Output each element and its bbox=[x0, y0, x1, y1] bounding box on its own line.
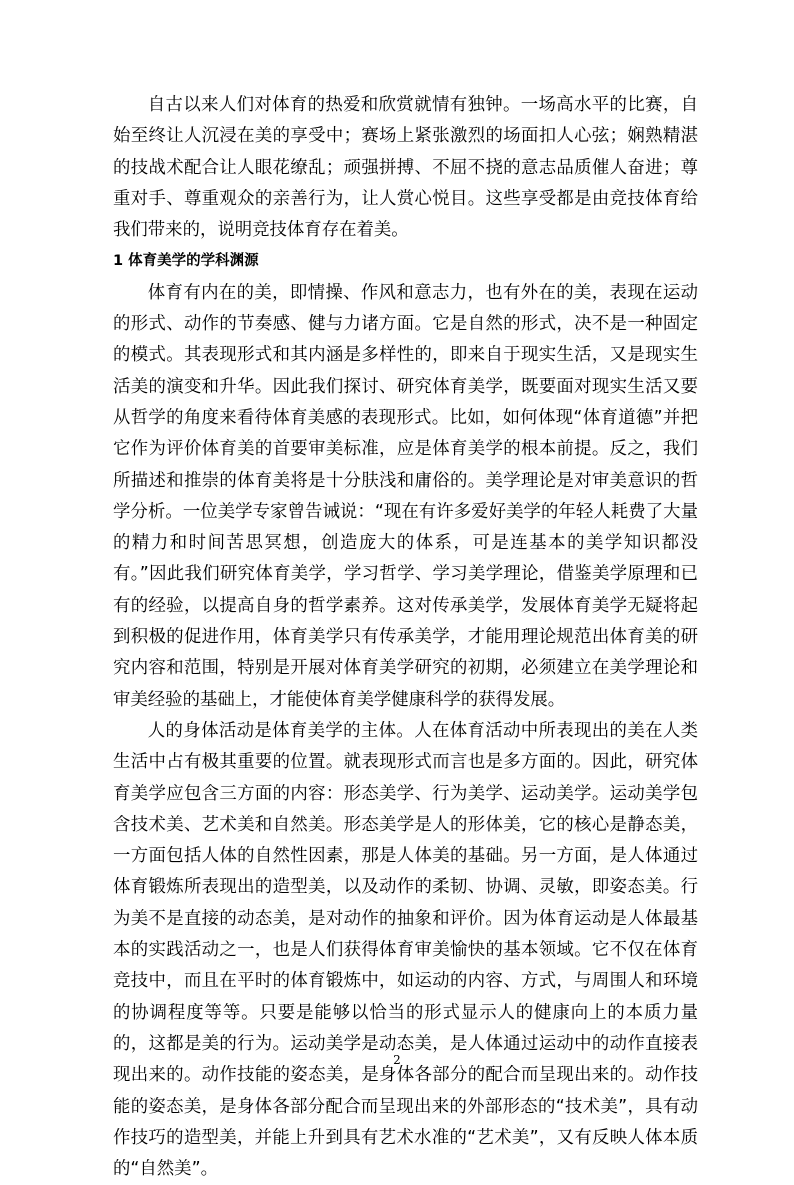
body-paragraph: 体育有内在的美，即情操、作风和意志力，也有外在的美，表现在运动的形式、动作的节奏感、健与力诸方面。它是自然的形式，决不是一种固定的模式。其表现形式和其内涵是多样性的，即来自于现实生活，又是现实生活美的演变和升华。因此我们探讨、研究体育美学，既要面对现实生活又要从哲学的角度来看待体育美感的表现形式。比如，如何体现“体育道德”并把它作为评价体育美的首要审美标准，应是体育美学的根本前提。反之，我们所描述和推崇的体育美将是十分肤浅和庸俗的。美学理论是对审美意识的哲学分析。一位美学专家曾告诫说：“现在有许多爱好美学的年轻人耗费了大量的精力和时间苦思冥想，创造庞大的体系，可是连基本的美学知识都没有。”因此我们研究体育美学，学习哲学、学习美学理论，借鉴美学原理和已有的经验，以提高自身的哲学素养。这对传承美学，发展体育美学无疑将起到积极的促进作用，体育美学只有传承美学，才能用理论规范出体育美的研究内容和范围，特别是开展对体育美学研究的初期，必须建立在美学理论和审美经验的基础上，才能使体育美学健康科学的获得发展。 bbox=[113, 282, 698, 710]
body-paragraph: 人的身体活动是体育美学的主体。人在体育活动中所表现出的美在人类生活中占有极其重要的位置。就表现形式而言也是多方面的。因此，研究体育美学应包含三方面的内容：形态美学、行为美学、运动美学。运动美学包含技术美、艺术美和自然美。形态美学是人的形体美，它的核心是静态美，一方面包括人体的自然性因素，那是人体美的基础。另一方面，是人体通过体育锻炼所表现出的造型美，以及动作的柔韧、协调、灵敏，即姿态美。行为美不是直接的动态美，是对动作的抽象和评价。因为体育运动是人体最基本的实践活动之一，也是人们获得体育审美愉快的基本领域。它不仅在体育竞技中，而且在平时的体育锻炼中，如运动的内容、方式，与周围人和环境的协调程度等等。只要是能够以恰当的形式显示人的健康向上的本质力量的，这都是美的行为。运动美学是动态美，是人体通过运动中的动作直接表现出来的。动作技能的姿态美，是身体各部分的配合而呈现出来的。动作技能的姿态美，是身体各部分配合而呈现出来的外部形态的“技术美”，具有动作技巧的造型美，并能上升到具有艺术水准的“艺术美”，又有反映人体本质的“自然美”。 bbox=[113, 720, 698, 1180]
document-body bbox=[113, 90, 698, 1185]
section-heading: 1 体育美学的学科渊源 bbox=[113, 253, 259, 270]
intro-paragraph: 自古以来人们对体育的热爱和欣赏就情有独钟。一场高水平的比赛，自始至终让人沉浸在美的享受中；赛场上紧张激烈的场面扣人心弦；娴熟精湛的技战术配合让人眼花缭乱；顽强拼搏、不屈不挠的意志品质催人奋进；尊重对手、尊重观众的亲善行为，让人赏心悦目。这些享受都是由竞技体育给我们带来的，说明竞技体育存在着美。 bbox=[113, 95, 698, 241]
page-number: 2 bbox=[393, 1053, 401, 1067]
